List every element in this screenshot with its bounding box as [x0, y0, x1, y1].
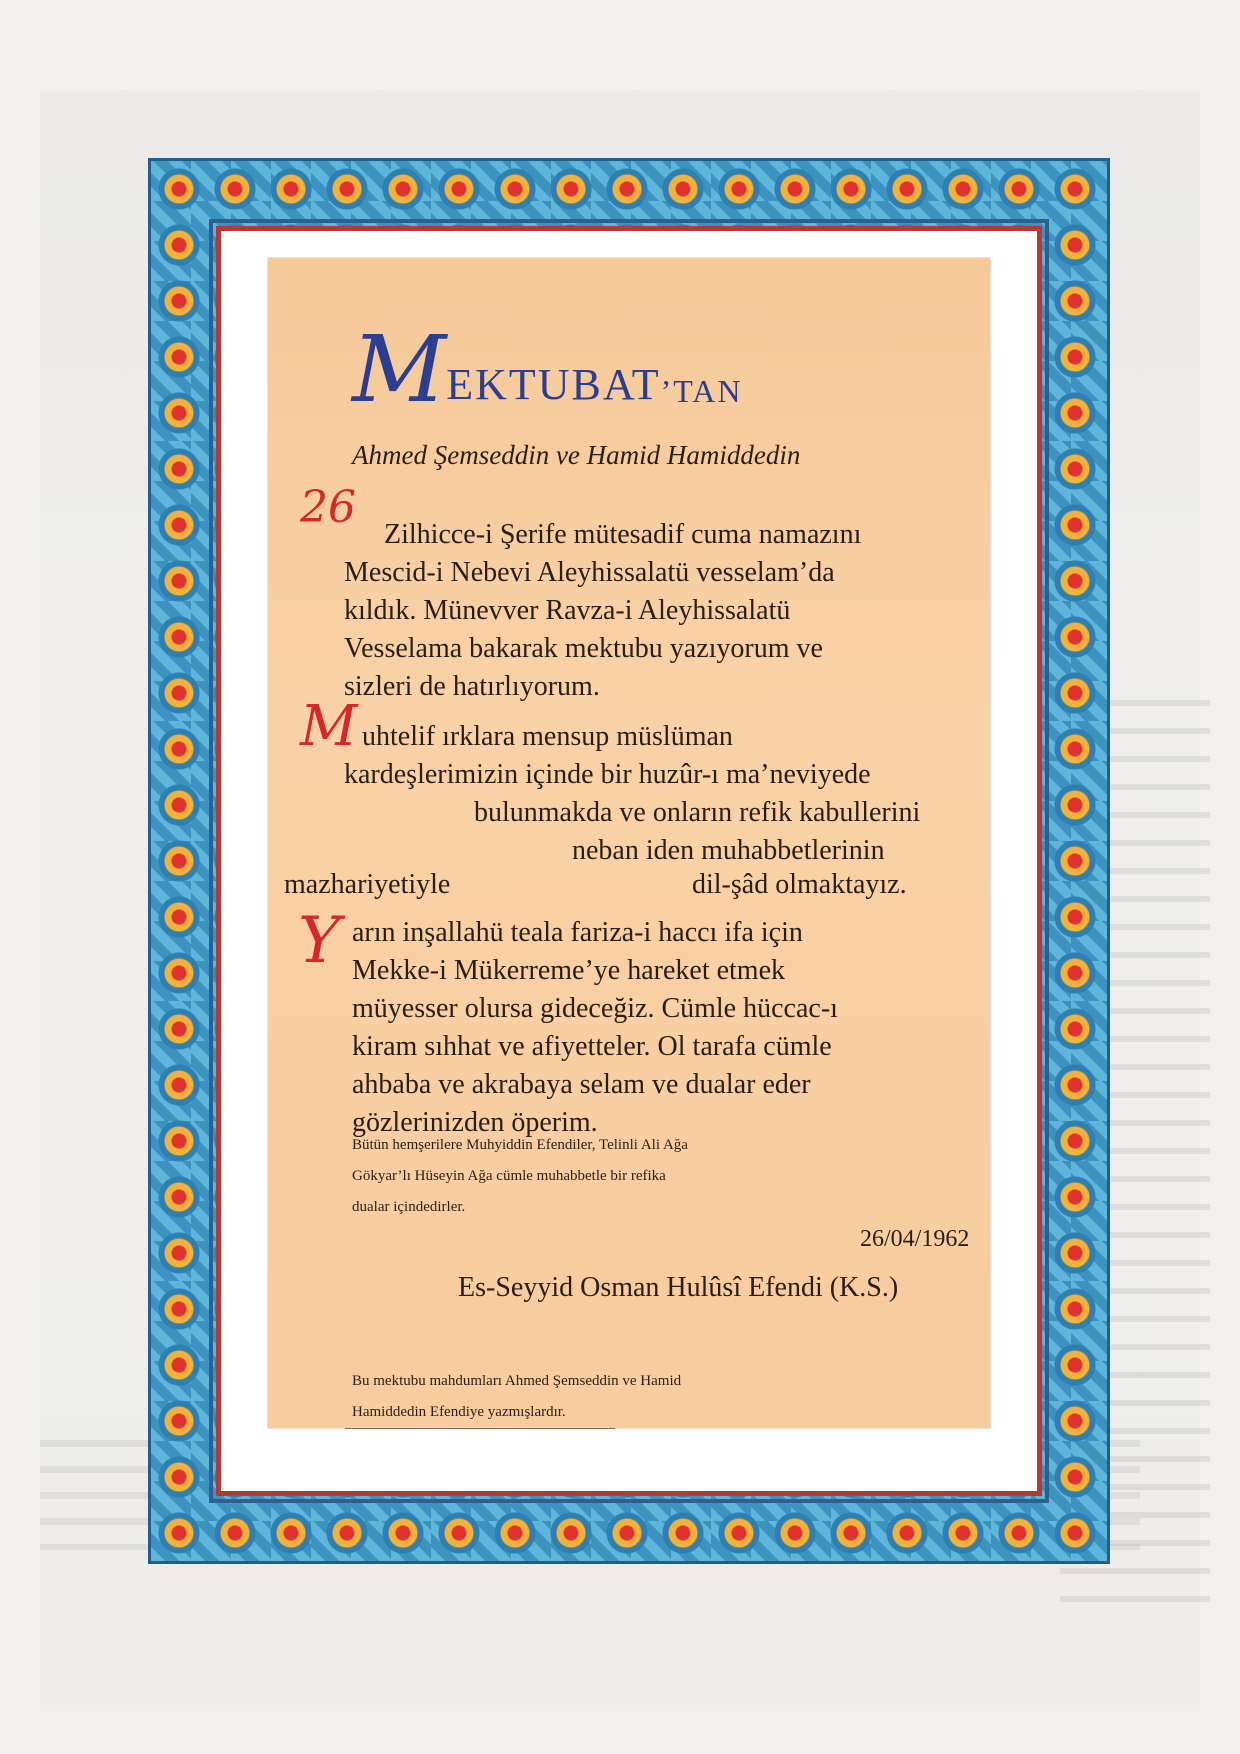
postscript-line: Gökyar’lı Hüseyin Ağa cümle muhabbetle bir refika	[352, 1168, 666, 1184]
paragraph3-line: arın inşallahü teala fariza-i haccı ifa için	[352, 917, 803, 948]
postscript-line: dualar içindedirler.	[352, 1199, 466, 1215]
title-initial: M	[352, 316, 447, 423]
title-rest: EKTUBAT	[446, 360, 661, 409]
paragraph1-line: kıldık. Münevver Ravza-i Aleyhissalatü	[344, 595, 791, 626]
paragraph2-line: uhtelif ırklara mensup müslüman	[362, 721, 733, 752]
paragraph2-initial: M	[300, 694, 358, 759]
paragraph3-line: ahbaba ve akrabaya selam ve dualar eder	[352, 1069, 811, 1100]
paragraph2-line: bulunmakda ve onların refik kabullerini	[474, 797, 921, 828]
paragraph3-initial: Y	[298, 904, 341, 978]
paragraph1-line: Zilhicce-i Şerife mütesadif cuma namazını	[384, 519, 862, 550]
footnote-line: Hamiddedin Efendiye yazmışlardır.	[352, 1404, 566, 1420]
paragraph3-line: Mekke-i Mükerreme’ye hareket etmek	[352, 955, 786, 986]
paragraph1-initial: 26	[300, 482, 356, 533]
letter-date: 26/04/1962	[860, 1226, 970, 1252]
title-suffix: ’TAN	[660, 373, 743, 409]
paragraph3-line: kiram sıhhat ve afiyetteler. Ol tarafa cümle	[352, 1031, 832, 1062]
letter-title	[352, 316, 952, 423]
paragraph1-line: Vesselama bakarak mektubu yazıyorum ve	[344, 633, 823, 664]
paragraph2-line: mazhariyetiyle	[284, 869, 451, 900]
paragraph1-line: Mescid-i Nebevi Aleyhissalatü vesselam’da	[344, 557, 835, 588]
letter-subtitle: Ahmed Şemseddin ve Hamid Hamiddedin	[352, 440, 801, 470]
letter-signature: Es-Seyyid Osman Hulûsî Efendi (K.S.)	[458, 1272, 899, 1303]
paragraph2-line: neban iden muhabbetlerinin	[572, 835, 885, 866]
postscript-line: Bütün hemşerilere Muhyiddin Efendiler, Telinli Ali Ağa	[352, 1137, 688, 1153]
paragraph2-line: kardeşlerimizin içinde bir huzûr-ı ma’neviyede	[344, 759, 871, 790]
footnote-line: Bu mektubu mahdumları Ahmed Şemseddin ve Hamid	[352, 1373, 682, 1389]
paragraph2-line: dil-şâd olmaktayız.	[692, 869, 907, 900]
paragraph1-line: sizleri de hatırlıyorum.	[344, 671, 600, 702]
paragraph3-line: müyesser olursa gideceğiz. Cümle hüccac-ı	[352, 993, 838, 1024]
footnote-underline	[345, 1428, 615, 1429]
paragraph3-line: gözlerinizden öperim.	[352, 1107, 598, 1138]
